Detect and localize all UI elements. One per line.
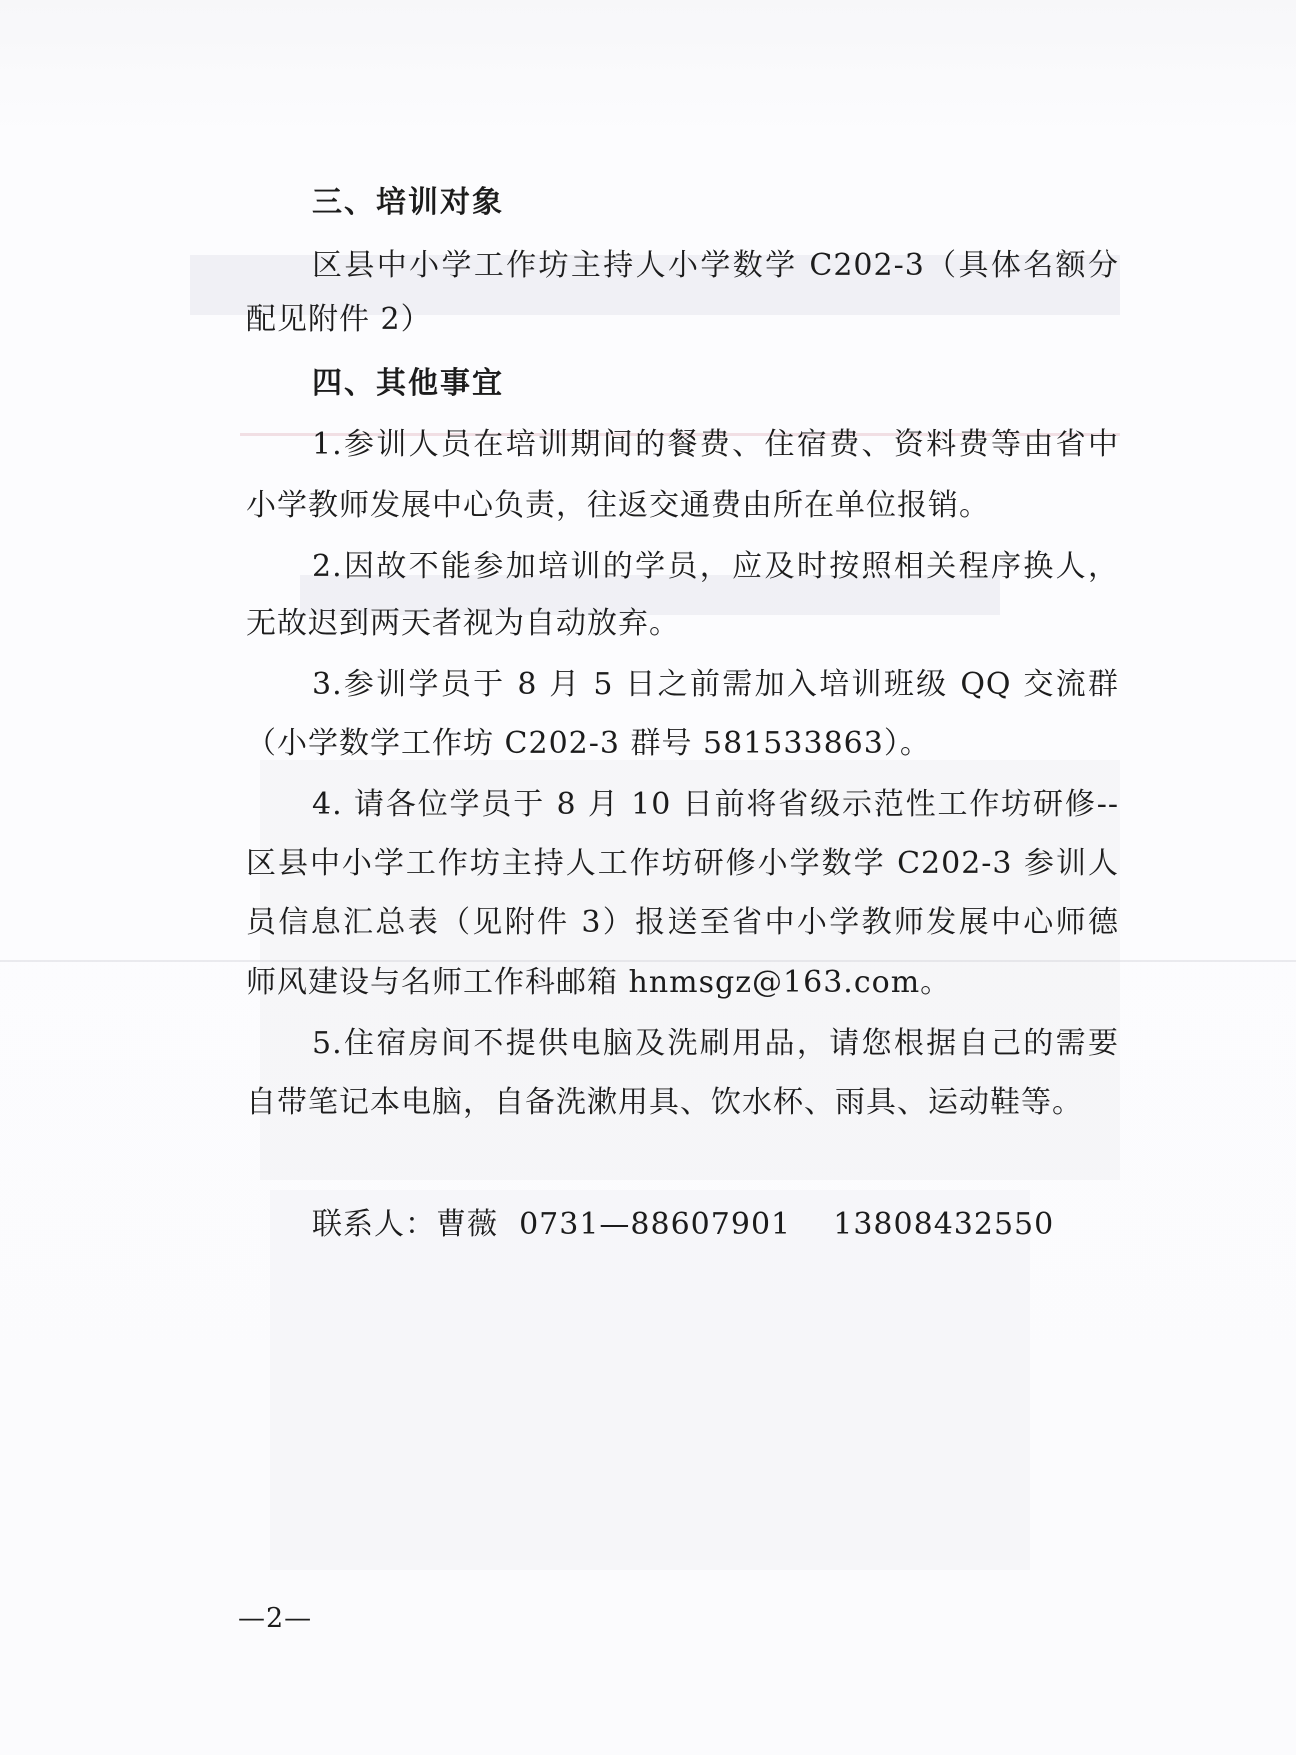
item-3-line-2: （小学数学工作坊 C202-3 群号 581533863）。 bbox=[246, 726, 931, 761]
section-3-paragraph-line-1: 区县中小学工作坊主持人小学数学 C202-3（具体名额分 bbox=[312, 248, 1119, 283]
item-4-line-3: 员信息汇总表（见附件 3）报送至省中小学教师发展中心师德 bbox=[246, 905, 1119, 940]
item-1-line-2: 小学教师发展中心负责，往返交通费由所在单位报销。 bbox=[246, 488, 990, 523]
bleed-through-body-lower bbox=[270, 1190, 1030, 1570]
item-4-line-2: 区县中小学工作坊主持人工作坊研修小学数学 C202-3 参训人 bbox=[246, 846, 1119, 881]
item-5-line-2: 自带笔记本电脑，自备洗漱用具、饮水杯、雨具、运动鞋等。 bbox=[246, 1085, 1083, 1120]
item-4-line-1: 4. 请各位学员于 8 月 10 日前将省级示范性工作坊研修-- bbox=[312, 787, 1119, 822]
item-1-line-1: 1.参训人员在培训期间的餐费、住宿费、资料费等由省中 bbox=[312, 427, 1119, 462]
item-5-line-1: 5.住宿房间不提供电脑及洗刷用品，请您根据自己的需要 bbox=[312, 1026, 1119, 1061]
section-3-paragraph-line-2: 配见附件 2） bbox=[246, 302, 432, 337]
section-4-heading: 四、其他事宜 bbox=[312, 366, 504, 401]
item-2-line-1: 2.因故不能参加培训的学员，应及时按照相关程序换人， bbox=[312, 549, 1119, 584]
contact-line: 联系人：曹薇 0731—88607901 13808432550 bbox=[312, 1207, 1055, 1242]
page-number: —2— bbox=[238, 1603, 313, 1634]
item-2-line-2: 无故迟到两天者视为自动放弃。 bbox=[246, 606, 680, 641]
item-3-line-1: 3.参训学员于 8 月 5 日之前需加入培训班级 QQ 交流群 bbox=[312, 667, 1119, 702]
section-3-heading: 三、培训对象 bbox=[312, 185, 504, 220]
item-4-line-4: 师风建设与名师工作科邮箱 hnmsgz@163.com。 bbox=[246, 965, 952, 1000]
